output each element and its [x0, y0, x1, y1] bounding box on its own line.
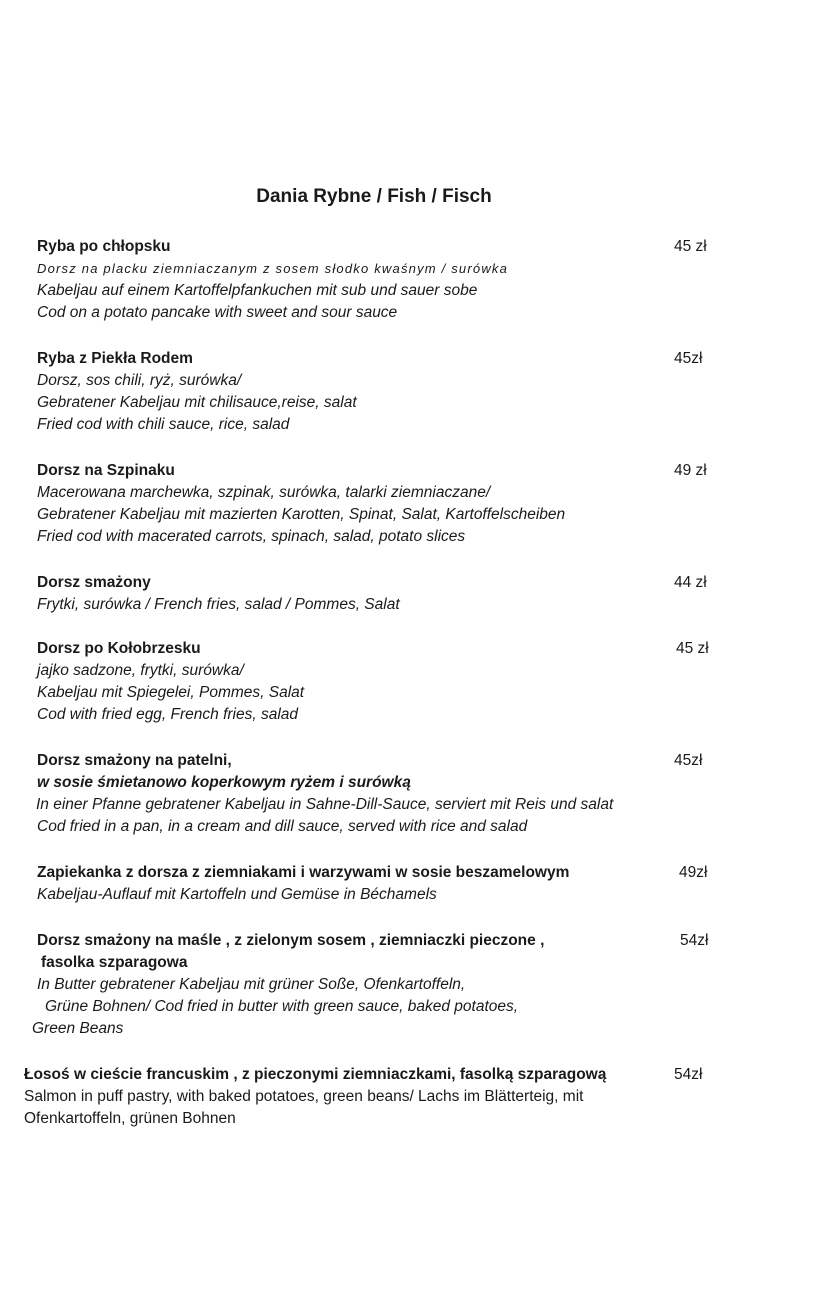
dish-description-en-de: Salmon in puff pastry, with baked potatoes, green beans/ Lachs im Blätterteig, mit — [24, 1088, 584, 1105]
dish-price: 45 zł — [676, 640, 709, 657]
dish-description-pl: Macerowana marchewka, szpinak, surówka, talarki ziemniaczane/ — [37, 484, 491, 501]
dish-name: Dorsz po Kołobrzesku — [37, 640, 201, 657]
dish-description-pl: Dorsz, sos chili, ryż, surówka/ — [37, 372, 242, 389]
menu-item-dorsz-na-szpinaku — [37, 460, 737, 548]
dish-price: 45zł — [674, 350, 703, 367]
dish-description-de: Ofenkartoffeln, grünen Bohnen — [24, 1110, 236, 1127]
dish-description-pl: jajko sadzone, frytki, surówka/ — [37, 662, 244, 679]
dish-price: 49zł — [679, 864, 708, 881]
dish-name: Dorsz smażony na maśle , z zielonym sosem , ziemniaczki pieczone , — [37, 932, 545, 949]
menu-item-ryba-po-chlopsku — [37, 236, 737, 324]
dish-description-de: Gebratener Kabeljau mit chilisauce,reise, salat — [37, 394, 357, 411]
dish-description-en: Fried cod with macerated carrots, spinach, salad, potato slices — [37, 528, 466, 545]
menu-item-zapiekanka-z-dorsza — [37, 862, 737, 906]
dish-description: Frytki, surówka / French fries, salad / Pommes, Salat — [37, 596, 400, 613]
dish-description-en: Cod with fried egg, French fries, salad — [37, 706, 299, 723]
dish-description-de: Kabeljau mit Spiegelei, Pommes, Salat — [37, 684, 305, 701]
dish-name-subtitle: fasolka szparagowa — [41, 954, 188, 971]
dish-name: Łosoś w cieście francuskim , z pieczonymi ziemniaczkami, fasolką szparagową — [24, 1066, 607, 1083]
dish-price: 54zł — [674, 1066, 703, 1083]
dish-description-en: Cod fried in a pan, in a cream and dill sauce, served with rice and salad — [37, 818, 528, 835]
dish-name: Ryba po chłopsku — [37, 238, 171, 255]
menu-item-dorsz-smazony-na-patelni — [37, 750, 737, 838]
dish-name: Dorsz na Szpinaku — [37, 462, 175, 479]
dish-name-subtitle: w sosie śmietanowo koperkowym ryżem i surówką — [37, 774, 411, 791]
dish-description-en: Cod on a potato pancake with sweet and sour sauce — [37, 304, 398, 321]
dish-name: Ryba z Piekła Rodem — [37, 350, 193, 367]
dish-price: 45zł — [674, 752, 703, 769]
dish-price: 44 zł — [674, 574, 707, 591]
dish-description-en: Fried cod with chili sauce, rice, salad — [37, 416, 290, 433]
dish-name: Zapiekanka z dorsza z ziemniakami i warzywami w sosie beszamelowym — [37, 864, 570, 881]
dish-description-de-en: Grüne Bohnen/ Cod fried in butter with green sauce, baked potatoes, — [45, 998, 519, 1015]
menu-item-ryba-z-piekla-rodem — [37, 348, 737, 436]
dish-price: 54zł — [680, 932, 709, 949]
menu-item-losos-w-ciescie — [24, 1064, 737, 1130]
dish-description-en: Green Beans — [32, 1020, 124, 1037]
dish-description-de: In einer Pfanne gebratener Kabeljau in Sahne-Dill-Sauce, serviert mit Reis und salat — [36, 796, 614, 813]
page-title: Dania Rybne / Fish / Fisch — [256, 186, 492, 207]
menu-item-dorsz-smazony — [37, 572, 737, 616]
dish-description-pl: Dorsz na placku ziemniaczanym z sosem słodko kwaśnym / surówka — [37, 261, 509, 276]
dish-description-de: Gebratener Kabeljau mit mazierten Karotten, Spinat, Salat, Kartoffelscheiben — [37, 506, 566, 523]
menu-item-dorsz-po-kolobrzesku — [37, 638, 737, 726]
dish-description-de: In Butter gebratener Kabeljau mit grüner Soße, Ofenkartoffeln, — [37, 976, 466, 993]
dish-price: 49 zł — [674, 462, 707, 479]
dish-name: Dorsz smażony na patelni, — [37, 752, 232, 769]
dish-name: Dorsz smażony — [37, 574, 151, 591]
dish-price: 45 zł — [674, 238, 707, 255]
menu-item-dorsz-smazony-na-masle — [32, 930, 737, 1040]
dish-description: Kabeljau-Auflauf mit Kartoffeln und Gemüse in Béchamels — [37, 886, 437, 903]
dish-description-de: Kabeljau auf einem Kartoffelpfankuchen mit sub und sauer sobe — [37, 282, 478, 299]
